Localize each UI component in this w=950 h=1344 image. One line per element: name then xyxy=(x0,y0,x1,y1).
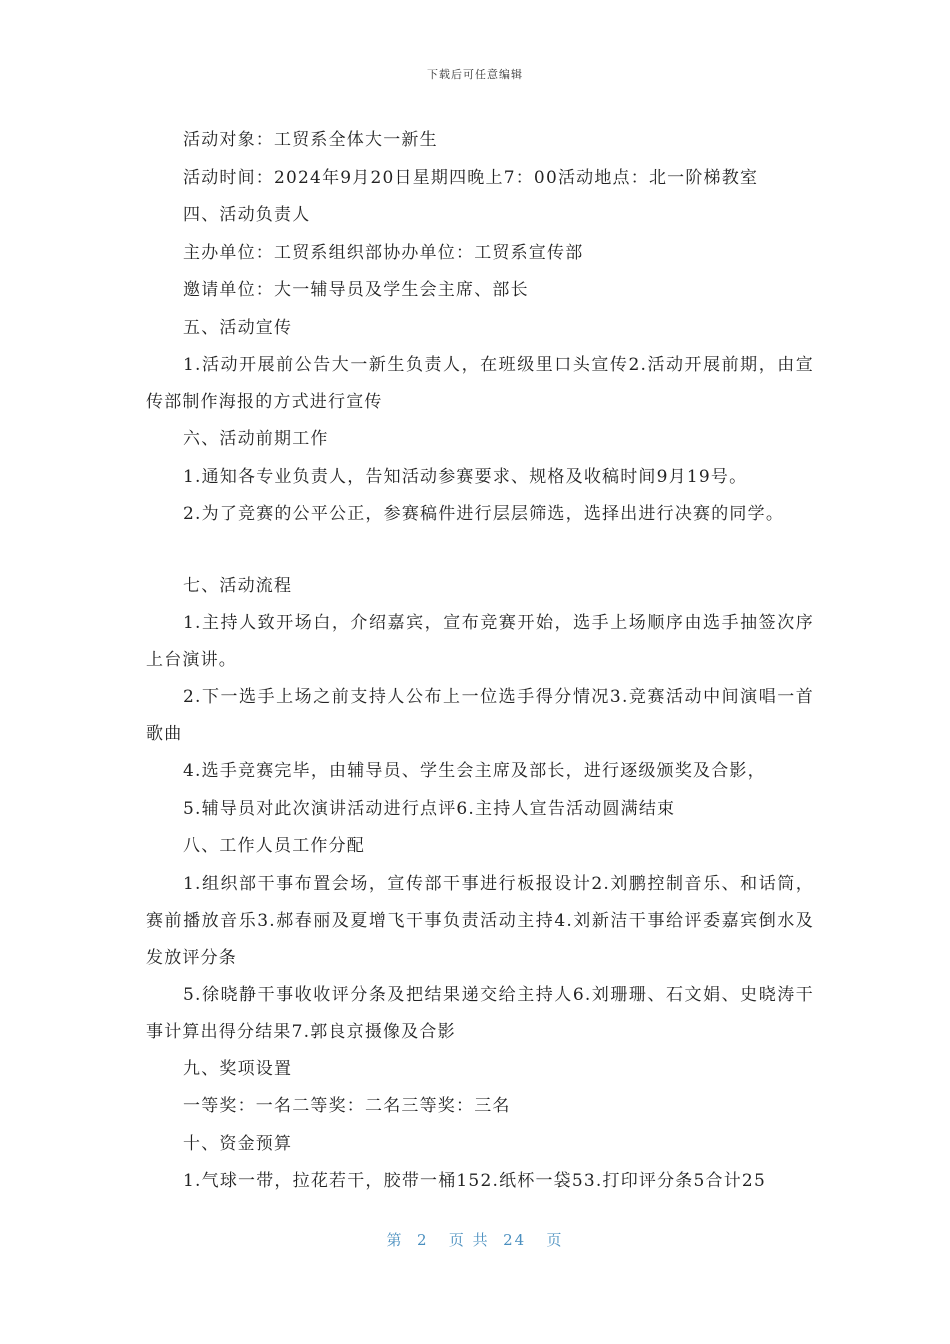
activity-target-line: 活动对象：工贸系全体大一新生 xyxy=(183,130,438,150)
prep-item-2: 2.为了竞赛的公平公正，参赛稿件进行层层筛选，选择出进行决赛的同学。 xyxy=(183,504,785,524)
flow-item-5: 5.辅导员对此次演讲活动进行点评6.主持人宣告活动圆满结束 xyxy=(183,798,676,819)
invited-units-line: 邀请单位：大一辅导员及学生会主席、部长 xyxy=(183,280,529,300)
staff-paragraph-2: 5.徐晓静干事收收评分条及把结果递交给主持人6.刘珊珊、石文娟、史晓涛干事计算出得分结果7.郭良京摄像及合影 xyxy=(146,984,814,1042)
prep-item-1: 1.通知各专业负责人，告知活动参赛要求、规格及收稿时间9月19号。 xyxy=(183,466,748,487)
section-9-heading: 九、奖项设置 xyxy=(183,1058,293,1079)
paragraph-gap xyxy=(146,534,814,568)
organizers-line: 主办单位：工贸系组织部协办单位：工贸系宣传部 xyxy=(183,242,584,263)
document-body xyxy=(146,122,814,1201)
promotion-paragraph: 1.活动开展前公告大一新生负责人，在班级里口头宣传2.活动开展前期，由宣传部制作海报的方式进行宣传 xyxy=(146,355,814,412)
page-header: 下载后可任意编辑 xyxy=(427,68,523,81)
flow-item-4: 4.选手竞赛完毕，由辅导员、学生会主席及部长，进行逐级颁奖及合影， xyxy=(183,761,766,781)
section-4-heading: 四、活动负责人 xyxy=(183,205,311,225)
section-7-heading: 七、活动流程 xyxy=(183,575,293,596)
budget-item-line: 1.气球一带，拉花若干，胶带一桶152.纸杯一袋53.打印评分条5合计25 xyxy=(183,1171,766,1191)
staff-paragraph-1: 1.组织部干事布置会场，宣传部干事进行板报设计2.刘鹏控制音乐、和话筒，赛前播放音乐3.郝春丽及夏增飞干事负责活动主持4.刘新洁干事给评委嘉宾倒水及发放评分条 xyxy=(146,873,814,968)
section-5-heading: 五、活动宣传 xyxy=(183,317,293,338)
awards-line: 一等奖：一名二等奖：二名三等奖：三名 xyxy=(183,1096,511,1116)
page-number-footer: 第 2 页 共 24 页 xyxy=(386,1231,564,1249)
flow-paragraph-2: 2.下一选手上场之前支持人公布上一位选手得分情况3.竞赛活动中间演唱一首歌曲 xyxy=(146,687,814,744)
section-6-heading: 六、活动前期工作 xyxy=(183,429,329,449)
activity-time-place-line: 活动时间：2024年9月20日星期四晚上7：00活动地点：北一阶梯教室 xyxy=(183,167,759,188)
flow-paragraph-1: 1.主持人致开场白，介绍嘉宾，宣布竞赛开始，选手上场顺序由选手抽签次序上台演讲。 xyxy=(146,613,814,670)
section-10-heading: 十、资金预算 xyxy=(183,1133,293,1154)
section-8-heading: 八、工作人员工作分配 xyxy=(183,836,365,856)
